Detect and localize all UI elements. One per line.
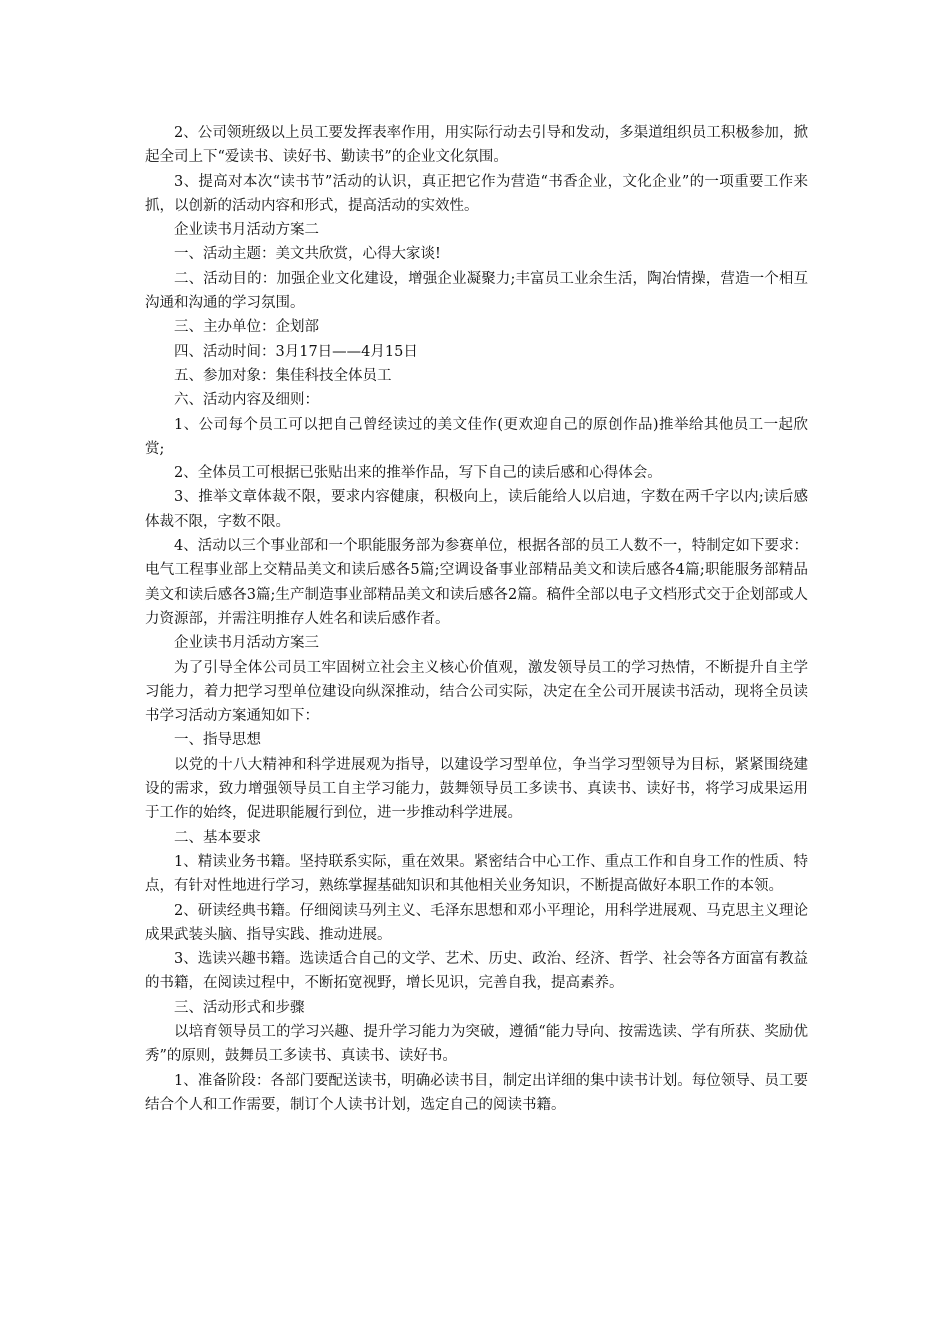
paragraph-guiding-ideology: 以党的十八大精神和科学进展观为指导，以建设学习型单位，争当学习型领导为目标，紧紧围绕建设的需求，致力增强领导员工自主学习能力，鼓舞领导员工多读书、真读书、读好书，将学习成果运用于工作的始终，促进职能履行到位，进一步推动科学进展。 (145, 756, 808, 822)
paragraph-1: 2、公司领班级以上员工要发挥表率作用，用实际行动去引导和发动，多渠道组织员工积极参加，掀起全司上下“爱读书、读好书、勤读书”的企业文化氛围。 (145, 125, 808, 166)
paragraph-activity-purpose: 二、活动目的：加强企业文化建设，增强企业凝聚力;丰富员工业余生活，陶冶情操，营造一个相互沟通和沟通的学习氛围。 (145, 270, 808, 312)
heading-guiding-ideology: 一、指导思想 (174, 732, 261, 749)
paragraph-activity-forms: 以培育领导员工的学习兴趣、提升学习能力为突破，遵循“能力导向、按需选读、学有所获、奖励优秀”的原则，鼓舞员工多读书、真读书、读好书。 (145, 1023, 808, 1065)
paragraph-requirement-2: 2、研读经典书籍。仔细阅读马列主义、毛泽东思想和邓小平理论，用科学进展观、马克思主义理论成果武装头脑、指导实践、推动进展。 (145, 902, 808, 943)
section-heading-plan-two: 企业读书月活动方案二 (174, 222, 319, 239)
heading-basic-requirements: 二、基本要求 (174, 829, 261, 846)
paragraph-participants: 五、参加对象：集佳科技全体员工 (174, 367, 392, 384)
heading-activity-forms: 三、活动形式和步骤 (174, 999, 305, 1016)
paragraph-activity-theme: 一、活动主题：美文共欣赏，心得大家谈! (174, 246, 441, 263)
paragraph-2: 3、提高对本次“读书节”活动的认识，真正把它作为营造“书香企业，文化企业”的一项重要工作来抓，以创新的活动内容和形式，提高活动的实效性。 (145, 173, 808, 214)
paragraph-rule-3: 3、推举文章体裁不限，要求内容健康，积极向上，读后能给人以启迪，字数在两千字以内;读后感体裁不限，字数不限。 (145, 489, 808, 530)
paragraph-preparation-stage: 1、准备阶段：各部门要配送读书，明确必读书目，制定出详细的集中读书计划。每位领导、员工要结合个人和工作需要，制订个人读书计划，选定自己的阅读书籍。 (145, 1072, 808, 1113)
paragraph-organizer: 三、主办单位：企划部 (174, 319, 319, 336)
paragraph-rule-1: 1、公司每个员工可以把自己曾经读过的美文佳作(更欢迎自己的原创作品)推举给其他员工一起欣赏; (145, 416, 808, 457)
section-heading-plan-three: 企业读书月活动方案三 (174, 635, 319, 652)
paragraph-rule-2: 2、全体员工可根据已张贴出来的推举作品，写下自己的读后感和心得体会。 (174, 465, 662, 482)
paragraph-requirement-3: 3、选读兴趣书籍。选读适合自己的文学、艺术、历史、政治、经济、哲学、社会等各方面富有教益的书籍，在阅读过程中，不断拓宽视野，增长见识，完善自我，提高素养。 (145, 951, 808, 992)
document-body (145, 121, 808, 1117)
paragraph-activity-time: 四、活动时间：3月17日——4月15日 (174, 343, 418, 360)
paragraph-intro-plan-three: 为了引导全体公司员工牢固树立社会主义核心价值观，激发领导员工的学习热情，不断提升自主学习能力，着力把学习型单位建设向纵深推动，结合公司实际，决定在全公司开展读书活动，现将全员读书学习活动方案通知如下： (145, 659, 808, 725)
paragraph-requirement-1: 1、精读业务书籍。坚持联系实际，重在效果。紧密结合中心工作、重点工作和自身工作的性质、特点，有针对性地进行学习，熟练掌握基础知识和其他相关业务知识，不断提高做好本职工作的本领。 (145, 853, 808, 895)
paragraph-content-rules: 六、活动内容及细则： (174, 392, 319, 409)
paragraph-rule-4: 4、活动以三个事业部和一个职能服务部为参赛单位，根据各部的员工人数不一，特制定如下要求：电气工程事业部上交精品美文和读后感各5篇;空调设备事业部精品美文和读后感各4篇;职能服务部精品美文和读后感各3篇;生产制造事业部精品美文和读后感各2篇。稿件全部以电子文档形式交于企划部或人力资源部，并需注明推存人姓名和读后感作者。 (145, 538, 808, 627)
